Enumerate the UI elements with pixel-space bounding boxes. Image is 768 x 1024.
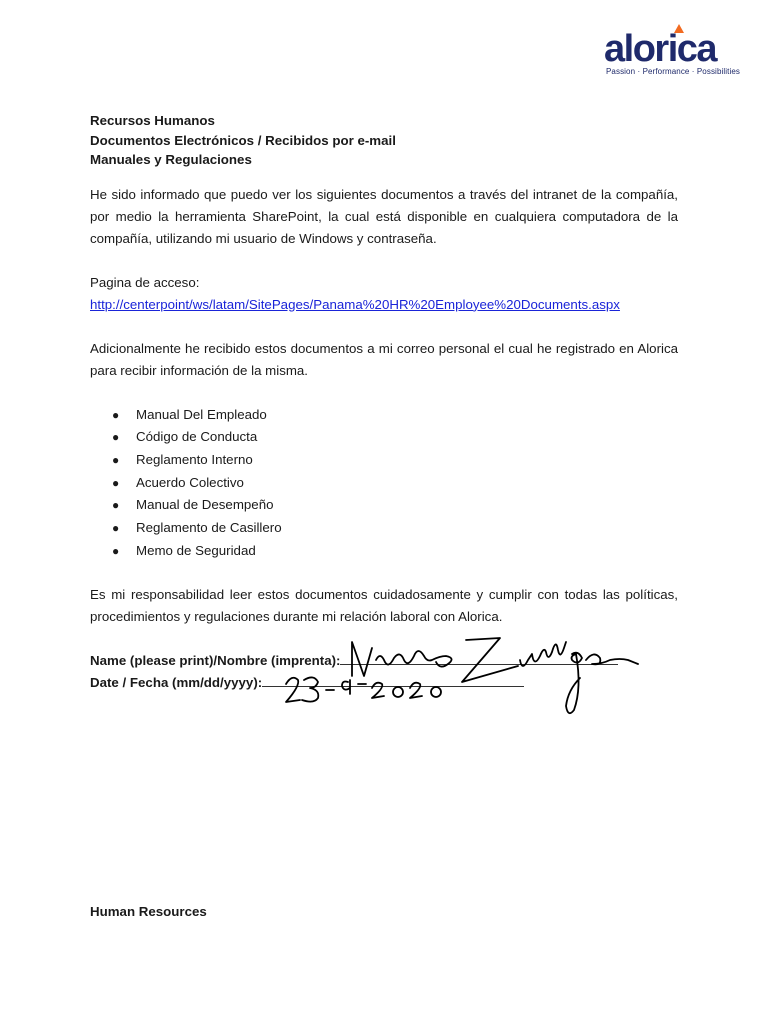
name-field-label: Name (please print)/Nombre (imprenta): [90, 653, 341, 669]
footer-heading: Human Resources [90, 904, 207, 919]
list-item [90, 494, 678, 517]
bullet-icon: ● [112, 498, 120, 513]
heading-documents: Documentos Electrónicos / Recibidos por e-mail [90, 132, 396, 148]
access-link[interactable]: http://centerpoint/ws/latam/SitePages/Panama%20HR%20Employee%20Documents.aspx [90, 296, 620, 312]
bullet-icon: ● [112, 407, 120, 422]
list-item [90, 517, 678, 540]
bullet-icon: ● [112, 521, 120, 536]
list-item-label: Código de Conducta [136, 429, 258, 445]
list-item-label: Manual Del Empleado [136, 406, 267, 422]
alorica-logo [602, 22, 740, 80]
date-field-label: Date / Fecha (mm/dd/yyyy): [90, 674, 263, 690]
list-item [90, 449, 678, 472]
date-field-line [262, 673, 524, 687]
list-item-label: Manual de Desempeño [136, 497, 274, 513]
bullet-icon: ● [112, 430, 120, 445]
documents-list [90, 404, 678, 563]
heading-manuals: Manuales y Regulaciones [90, 152, 252, 167]
bullet-icon: ● [112, 475, 120, 490]
name-field[interactable] [90, 650, 678, 672]
bullet-icon: ● [112, 452, 120, 467]
list-item [90, 404, 678, 427]
list-item [90, 472, 678, 495]
list-item-label: Acuerdo Colectivo [136, 474, 244, 490]
access-label: Pagina de acceso: [90, 274, 200, 290]
list-item-label: Reglamento Interno [136, 451, 253, 467]
logo-wordmark: alorica [604, 28, 717, 70]
list-item-label: Memo de Seguridad [136, 542, 256, 558]
name-field-line [340, 651, 618, 665]
date-field[interactable] [90, 672, 678, 694]
additional-paragraph: Adicionalmente he recibido estos documentos a mi correo personal el cual he registrado en Alorica para recibir información de la misma. [90, 340, 678, 378]
list-item [90, 540, 678, 563]
document-body [90, 111, 678, 693]
heading-department: Recursos Humanos [90, 113, 215, 128]
bullet-icon: ● [112, 543, 120, 558]
list-item-label: Reglamento de Casillero [136, 520, 282, 536]
logo-tagline: Passion · Performance · Possibilities [606, 67, 740, 76]
signature-fields [90, 650, 678, 693]
intro-paragraph: He sido informado que puedo ver los siguientes documentos a través del intranet de la compañía, por medio la herramienta SharePoint, la cual está disponible en cualquiera computadora de la compañía, utilizando mi usuario de Windows y contraseña. [90, 186, 678, 246]
list-item [90, 426, 678, 449]
responsibility-paragraph: Es mi responsabilidad leer estos documentos cuidadosamente y cumplir con todas las políticas, procedimientos y regulaciones durante mi relación laboral con Alorica. [90, 587, 678, 625]
